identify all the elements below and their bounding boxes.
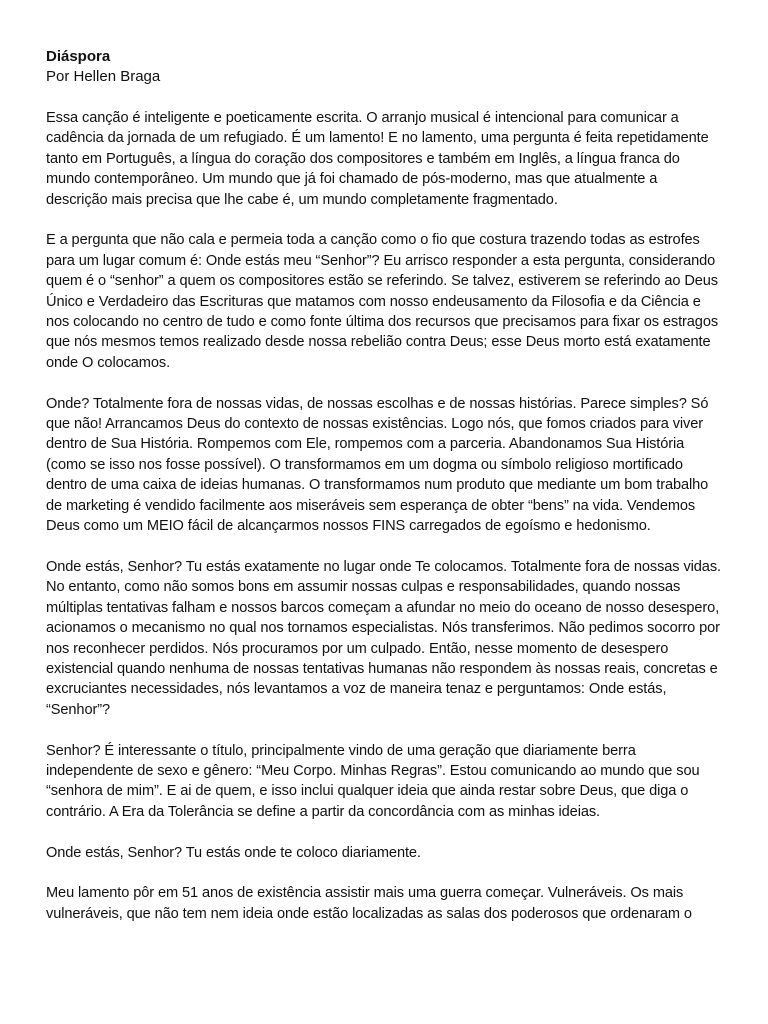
document-page	[46, 47, 722, 945]
paragraph-5: Senhor? É interessante o título, principalmente vindo de uma geração que diariamente berra independente de sexo e gênero: “Meu Corpo. Minhas Regras”. Estou comunicando ao mundo que sou “senhora de mim”. E ai de quem, e isso inclui qualquer ideia que ainda restar sobre Deus, que diga o contrário. A Era da Tolerância se define a partir da concordância com as minhas ideias.	[46, 742, 700, 820]
document-author: Por Hellen Braga	[46, 68, 161, 85]
paragraph-6: Onde estás, Senhor? Tu estás onde te coloco diariamente.	[46, 844, 421, 861]
paragraph-3: Onde? Totalmente fora de nossas vidas, de nossas escolhas e de nossas histórias. Parece simples? Só que não! Arrancamos Deus do contexto de nossas existências. Logo nós, que fomos criados para viver dentro de Sua História. Rompemos com Ele, rompemos com a parceria. Abandonamos Sua História (como se isso nos fosse possível). O transformamos em um dogma ou símbolo religioso mortificado dentro de uma caixa de ideias humanas. O transformamos num produto que mediante um bom trabalho de marketing é vendido facilmente aos miseráveis sem esperança de obter “bens” na vida. Vendemos Deus como um MEIO fácil de alcançarmos nossos FINS carregados de egoísmo e hedonismo.	[46, 395, 709, 535]
paragraph-2: E a pergunta que não cala e permeia toda a canção como o fio que costura trazendo todas as estrofes para um lugar comum é: Onde estás meu “Senhor”? Eu arrisco responder a esta pergunta, considerando quem é o “senhor” a quem os compositores estão se referindo. Se talvez, estiverem se referindo ao Deus Único e Verdadeiro das Escrituras que matamos com nosso endeusamento da Filosofia e da Ciência e nos colocando no centro de tudo e como fonte última dos recursos que precisamos para fixar os estragos que nós mesmos temos realizado desde nossa rebelião contra Deus; esse Deus morto está exatamente onde O colocamos.	[46, 232, 719, 371]
document-title: Diáspora	[46, 48, 111, 65]
paragraph-1: Essa canção é inteligente e poeticamente escrita. O arranjo musical é intencional para comunicar a cadência da jornada de um refugiado. É um lamento! E no lamento, uma pergunta é feita repetidamente tanto em Português, a língua do coração dos compositores e também em Inglês, a língua franca do mundo contemporâneo. Um mundo que já foi chamado de pós-moderno, mas que atualmente a descrição mais precisa que lhe cabe é, um mundo completamente fragmentado.	[46, 110, 709, 208]
paragraph-4: Onde estás, Senhor? Tu estás exatamente no lugar onde Te colocamos. Totalmente fora de nossas vidas. No entanto, como não somos bons em assumir nossas culpas e responsabilidades, quando nossas múltiplas tentativas falham e nossos barcos começam a afundar no meio do oceano de nosso desespero, acionamos o mecanismo no qual nos tornamos especialistas. Nós transferimos. Não pedimos socorro por nos reconhecer perdidos. Nós procuramos por um culpado. Então, nesse momento de desespero existencial quando nenhuma de nossas tentativas humanas não respondem às nossas reais, concretas e excruciantes necessidades, nós levantamos a voz de maneira tenaz e perguntamos: Onde estás, “Senhor”?	[46, 558, 721, 718]
paragraph-7: Meu lamento pôr em 51 anos de existência assistir mais uma guerra começar. Vulneráveis. Os mais vulneráveis, que não tem nem ideia onde estão localizadas as salas dos poderosos que ordenaram o	[46, 885, 692, 922]
